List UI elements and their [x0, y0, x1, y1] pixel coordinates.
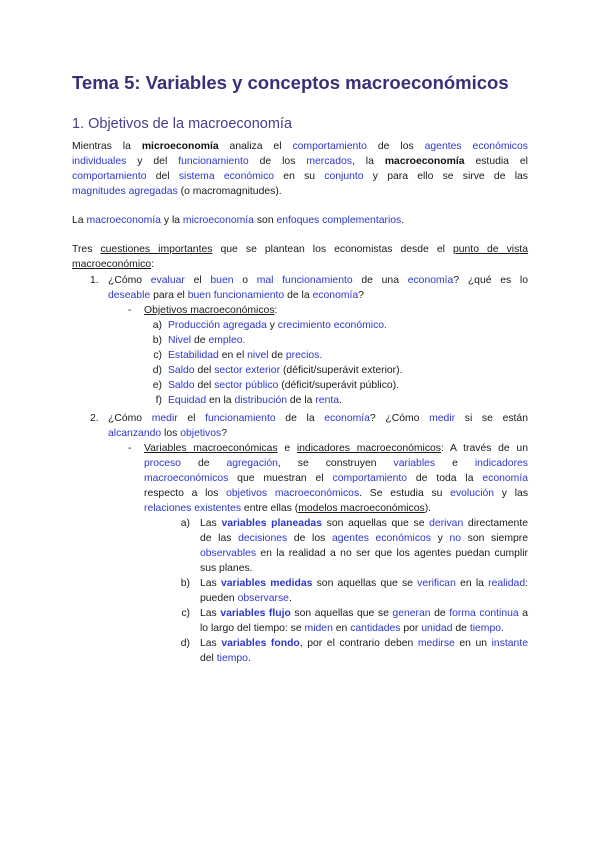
text-line: macroeconómico:	[72, 259, 155, 270]
subsection-title: Objetivos macroeconómicos:	[144, 305, 278, 316]
text-line: ¿Cómo medir el funcionamiento de la economía? ¿Cómo medir si se están	[108, 413, 528, 424]
variable-type-stock	[200, 636, 528, 666]
text-line: Las variables planeadas son aquellas que se derivan directamente	[200, 518, 528, 529]
paragraph-questions	[72, 242, 528, 272]
text-line: del tiempo.	[200, 653, 251, 664]
text-line: Las variables medidas son aquellas que se verifican en la realidad:	[200, 578, 528, 589]
list-dash: -	[128, 305, 132, 316]
text-line: comportamiento del sistema económico en su conjunto y para ello se sirve de las	[72, 171, 528, 182]
list-marker: a)	[180, 518, 190, 529]
list-item: f) Equidad en la distribución de la renta.	[155, 395, 342, 406]
text-line: lo largo del tiempo: se miden en cantidades por unidad de tiempo.	[200, 623, 504, 634]
text-line: Tres cuestiones importantes que se plantean los economistas desde el punto de vista	[72, 244, 528, 255]
list-marker: d)	[180, 638, 190, 649]
list-marker: b)	[180, 578, 190, 589]
list-number: 1.	[90, 275, 99, 286]
objectives-list	[144, 318, 528, 408]
list-dash: -	[128, 443, 132, 454]
text-line: alcanzando los objetivos?	[108, 428, 228, 439]
text-line: relaciones existentes entre ellas (modelos macroeconómicos).	[144, 503, 432, 514]
text-line: La macroeconomía y la microeconomía son enfoques complementarios.	[72, 215, 405, 226]
text-line: pueden observarse.	[200, 593, 292, 604]
text-line: Mientras la microeconomía analiza el comportamiento de los agentes económicos	[72, 141, 528, 152]
paragraph-approaches	[72, 213, 528, 228]
text-line: sus planes.	[200, 563, 253, 574]
text-line: respecto a los objetivos macroeconómicos. Se estudia su evolución y las	[144, 488, 529, 499]
list-item: b) Nivel de empleo.	[152, 335, 246, 346]
text-line: individuales y del funcionamiento de los mercados, la macroeconomía estudia el	[72, 156, 528, 167]
text-line: magnitudes agregadas (o macromagnitudes).	[72, 186, 282, 197]
text-line: observables en la realidad a no ser que los agentes puedan cumplir	[200, 548, 528, 559]
variable-type-planned	[200, 516, 528, 576]
question-1	[108, 273, 528, 303]
variable-type-measured	[200, 576, 528, 606]
variable-type-flow	[200, 606, 528, 636]
text-line: de las decisiones de los agentes económicos y no son siempre	[200, 533, 528, 544]
question-2	[108, 411, 528, 441]
text-line: Las variables fondo, por el contrario deben medirse en un instante	[200, 638, 529, 649]
paragraph-intro	[72, 139, 528, 199]
list-number: 2.	[90, 413, 99, 424]
text-line: macroeconómicos que muestran el comportamiento de toda la economía	[144, 473, 528, 484]
list-item: d) Saldo del sector exterior (déficit/superávit exterior).	[152, 365, 403, 376]
text-line: Variables macroeconómicas e indicadores macroeconómicos: A través de un	[144, 443, 528, 454]
text-line: deseable para el buen funcionamiento de la economía?	[108, 290, 364, 301]
list-item: e) Saldo del sector público (déficit/superávit público).	[152, 380, 400, 391]
text-line: ¿Cómo evaluar el buen o mal funcionamiento de una economía? ¿qué es lo	[108, 275, 528, 286]
list-item: a) Producción agregada y crecimiento económico.	[152, 320, 387, 331]
text-line: Las variables flujo son aquellas que se generan de forma continua a	[200, 608, 528, 619]
list-item: c) Estabilidad en el nivel de precios.	[153, 350, 323, 361]
text-line: proceso de agregación, se construyen variables e indicadores	[144, 458, 528, 469]
list-marker: c)	[181, 608, 190, 619]
indicators-paragraph	[144, 441, 528, 516]
section-heading: 1. Objetivos de la macroeconomía	[72, 116, 293, 132]
page-title: Tema 5: Variables y conceptos macroeconómicos	[72, 72, 509, 93]
